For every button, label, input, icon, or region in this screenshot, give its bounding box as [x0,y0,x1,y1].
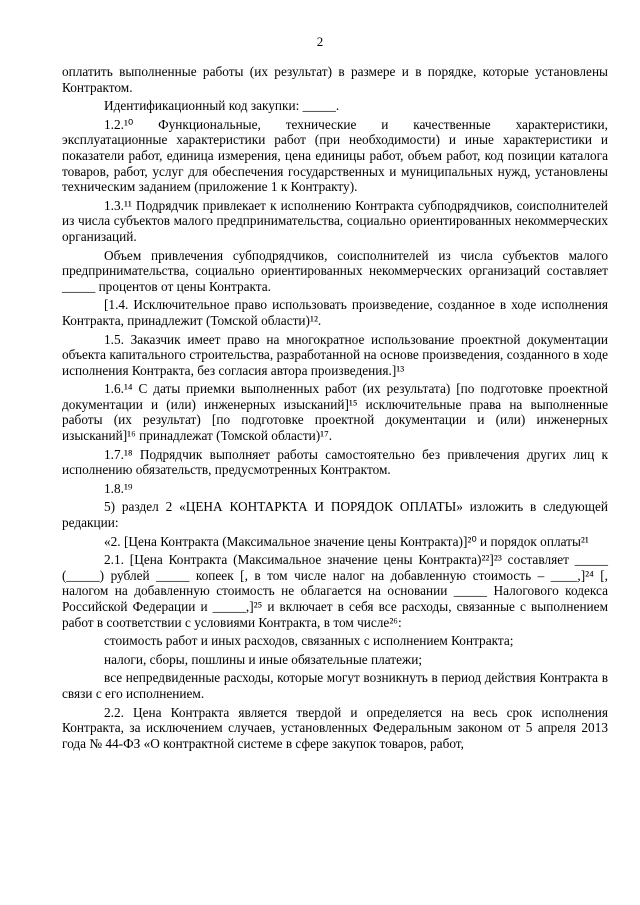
paragraph: стоимость работ и иных расходов, связанных с исполнением Контракта; [104,633,514,649]
paragraph: 1.7.¹⁸ Подрядчик выполняет работы самостоятельно без привлечения других лиц к исполнению обязательств, предусмотренных Контрактом. [62,446,608,478]
paragraph: налоги, сборы, пошлины и иные обязательные платежи; [104,651,423,667]
page-number: 2 [316,34,324,49]
paragraph: [1.4. Исключительное право использовать произведение, созданное в ходе исполнения Контракта, принадлежит (Томской области)¹². [62,297,608,328]
paragraph: Идентификационный код закупки: _____. [104,98,340,114]
paragraph: оплатить выполненные работы (их результат) в размере и в порядке, которые установлены Контрактом. [62,64,608,95]
paragraph: все непредвиденные расходы, которые могут возникнуть в период действия Контракта в связи с его исполнением. [62,670,608,701]
paragraph: 5) раздел 2 «ЦЕНА КОНТАРКТА И ПОРЯДОК ОПЛАТЫ» изложить в следующей редакции: [62,499,608,531]
document-body [62,64,608,754]
paragraph: 1.3.¹¹ Подрядчик привлекает к исполнению Контракта субподрядчиков, соисполнителей из числа субъектов малого предпринимательства, социально ориентированных некоммерческих организаций. [62,197,608,244]
paragraph: 1.8.¹⁹ [104,480,133,496]
paragraph: 1.5. Заказчик имеет право на многократное использование проектной документации объекта капитального строительства, разработанной на основе произведения, созданного в ходе исполнения Контракта, без согласия автора произведения.]¹³ [62,331,608,378]
paragraph: 2.1. [Цена Контракта (Максимальное значение цены Контракта)²²]²³ составляет _____ (_____) рублей _____ копеек [, в том числе налог на добавленную стоимость – ____,]²⁴ [, налогом на добавленную стоимость не облагается на основании _____ Налогового кодекса Российской Федерации и _____,]²⁵ и включает в себя все расходы, связанные с выполнением работ в соответствии с условиями Контракта, в том числе²⁶: [62,552,608,630]
paragraph: «2. [Цена Контракта (Максимальное значение цены Контракта)]²⁰ и порядок оплаты²¹ [104,533,589,549]
paragraph: 1.6.¹⁴ С даты приемки выполненных работ (их результата) [по подготовке проектной документации и (или) инженерных изысканий]¹⁵ исключительные права на выполненные работы (их результат) [по подготовке проектной документации и (или) инженерных изысканий]¹⁶ принадлежат (Томской области)¹⁷. [62,381,608,444]
paragraph: 2.2. Цена Контракта является твердой и определяется на весь срок исполнения Контракта, за исключением случаев, установленных Федеральным законом от 5 апреля 2013 года № 44-ФЗ «О контрактной системе в сфере закупок товаров, работ, [62,704,608,751]
paragraph: 1.2.¹⁰ Функциональные, технические и качественные характеристики, эксплуатационные характеристики работ (при необходимости) и иные характеристики и показатели работ, единица измерения, цена единицы работ, объем работ, код позиции каталога товаров, работ, услуг для обеспечения государственных и муниципальных нужд, установлены техническим заданием (приложение 1 к Контракту). [62,116,608,195]
paragraph: Объем привлечения субподрядчиков, соисполнителей из числа субъектов малого предпринимательства, социально ориентированных некоммерческих организаций составляет _____ процентов от цены Контракта. [62,247,608,294]
